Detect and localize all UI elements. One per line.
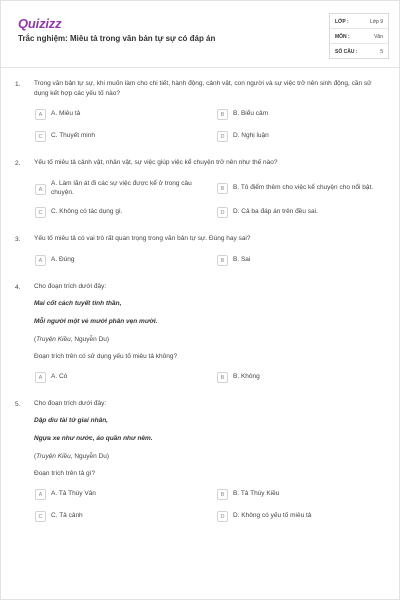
option-text: C. Thuyết minh: [51, 132, 95, 139]
option-text: B. Tô điểm thêm cho việc kể chuyện cho nổi bật.: [233, 184, 374, 191]
option-text: A. Tả Thúy Vân: [51, 490, 96, 497]
question-number: 2.: [15, 160, 21, 167]
info-label: MÔN :: [335, 34, 350, 40]
option-b[interactable]: [217, 254, 387, 268]
option-letter: D: [217, 511, 228, 522]
option-letter: B: [217, 372, 228, 383]
question-text: Trong văn bản tự sự, khi muốn làm cho chi tiết, hành động, cảnh vật, con người và sự việc trở nên sinh động, cần sử dụng kết hợp các yếu tố nào?: [34, 80, 372, 97]
quizizz-logo: Quizizz: [18, 16, 62, 31]
option-text: C. Không có tác dụng gì.: [51, 208, 123, 215]
info-box: [329, 13, 389, 59]
option-d[interactable]: [217, 510, 387, 524]
info-row-subject: [330, 29, 388, 44]
option-text: D. Không có yếu tố miêu tả: [233, 512, 312, 519]
question-text: Yếu tố miêu tả cảnh vật, nhân vật, sự việc giúp việc kể chuyện trở nên như thế nào?: [34, 159, 278, 166]
option-a[interactable]: [35, 108, 205, 122]
option-text: B. Không: [233, 373, 260, 380]
option-c[interactable]: [35, 130, 205, 144]
option-b[interactable]: [217, 371, 387, 385]
header: [1, 1, 400, 65]
option-text: A. Đúng: [51, 256, 75, 263]
option-c[interactable]: [35, 510, 205, 524]
header-divider: [1, 67, 400, 68]
source-open: (: [34, 336, 37, 343]
option-text: C. Tả cảnh: [51, 512, 83, 519]
verse-line: Mai cốt cách tuyết tinh thần,: [34, 300, 122, 307]
verse-line: Mỗi người một vẻ mười phân vẹn mười.: [34, 318, 158, 325]
question-number: 1.: [15, 81, 21, 88]
option-text: A. Miêu tả: [51, 110, 81, 117]
option-a[interactable]: [35, 254, 205, 268]
question-text: Đoạn trích trên tả gì?: [34, 470, 96, 477]
question-number: 4.: [15, 284, 21, 291]
option-text: D. Cả ba đáp án trên đều sai.: [233, 208, 318, 215]
source-title: Truyện Kiều: [36, 336, 71, 343]
info-value: Lớp 9: [369, 19, 383, 25]
verse-line: Dập dìu tài tử giai nhân,: [34, 417, 108, 424]
option-letter: B: [217, 109, 228, 120]
verse-line: Ngựa xe như nước, áo quần như nêm.: [34, 435, 153, 442]
option-letter: A: [35, 372, 46, 383]
option-a[interactable]: [35, 488, 205, 502]
source-citation: [34, 335, 384, 345]
info-row-count: [330, 44, 388, 59]
option-text: B. Tả Thúy Kiều: [233, 490, 280, 497]
source-open: (: [34, 453, 37, 460]
option-letter: D: [217, 131, 228, 142]
option-letter: B: [217, 183, 228, 194]
option-text: A. Có: [51, 373, 68, 380]
option-text: A. Làm lãn át đi các sự việc được kể ở trong câu chuyện.: [51, 180, 192, 196]
option-a[interactable]: [35, 180, 205, 200]
question-number: 3.: [15, 236, 21, 243]
info-value: Văn: [374, 34, 383, 40]
option-letter: A: [35, 184, 46, 195]
question-text: Yếu tố miêu tả có vai trò rất quan trọng trong văn bản tự sự. Đúng hay sai?: [34, 235, 251, 242]
question-text: Đoạn trích trên có sử dụng yếu tố miêu tả không?: [34, 353, 178, 360]
option-letter: C: [35, 207, 46, 218]
info-value: 5: [380, 49, 383, 55]
option-d[interactable]: [217, 130, 387, 144]
option-a[interactable]: [35, 371, 205, 385]
page-title: Trắc nghiệm: Miêu tả trong văn bản tự sự có đáp án: [18, 34, 216, 43]
option-text: B. Sai: [233, 256, 251, 263]
question-number: 5.: [15, 401, 21, 408]
option-b[interactable]: [217, 108, 387, 122]
option-b[interactable]: [217, 488, 387, 502]
info-row-grade: [330, 14, 388, 29]
option-text: B. Biểu cảm: [233, 110, 269, 117]
question-intro: Cho đoạn trích dưới đây:: [34, 283, 107, 290]
info-label: LỚP :: [335, 19, 349, 25]
option-letter: B: [217, 255, 228, 266]
option-letter: D: [217, 207, 228, 218]
option-b[interactable]: [217, 182, 387, 196]
option-letter: C: [35, 131, 46, 142]
option-c[interactable]: [35, 206, 205, 220]
info-label: SỐ CÂU :: [335, 49, 358, 55]
option-letter: A: [35, 489, 46, 500]
option-d[interactable]: [217, 206, 387, 220]
source-citation: [34, 452, 384, 462]
option-text: D. Nghị luận: [233, 132, 269, 139]
source-title: Truyện Kiều: [36, 453, 71, 460]
option-letter: A: [35, 109, 46, 120]
option-letter: B: [217, 489, 228, 500]
source-author: , Nguyễn Du): [70, 453, 110, 460]
question-intro: Cho đoạn trích dưới đây:: [34, 400, 107, 407]
option-letter: C: [35, 511, 46, 522]
option-letter: A: [35, 255, 46, 266]
source-author: , Nguyễn Du): [70, 336, 110, 343]
